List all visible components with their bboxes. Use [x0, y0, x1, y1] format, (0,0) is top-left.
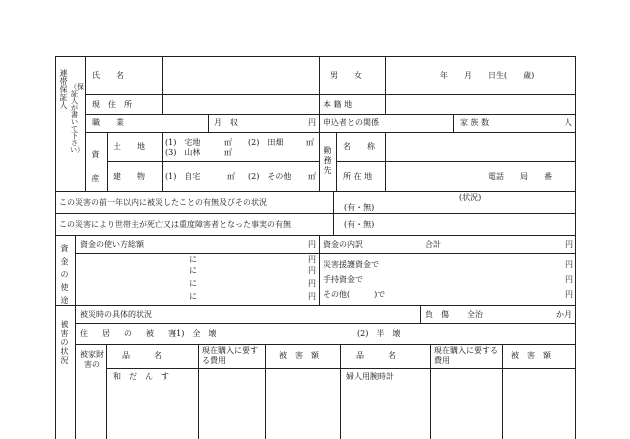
- rule: [85, 56, 86, 191]
- land-option-forest: (3) 山林: [165, 148, 201, 157]
- rule: [55, 56, 575, 57]
- occupation-label: 職 業: [92, 118, 124, 127]
- yen-unit: 円: [565, 290, 573, 299]
- yen-unit: 円: [308, 255, 316, 264]
- purchase-cost-header: 現在購入に要する費用: [434, 346, 498, 365]
- purchase-cost-header: 現在購入に要する費用: [202, 346, 258, 365]
- family-count-unit: 人: [564, 118, 572, 127]
- funds-section-label: 資金の使途: [60, 244, 69, 305]
- rule: [55, 305, 575, 306]
- rule: [420, 305, 421, 323]
- sex-label: 男 女: [330, 71, 362, 80]
- rule: [106, 344, 107, 439]
- land-option-residential: (1) 宅地: [165, 138, 201, 147]
- family-count-label: 家 族 数: [460, 118, 490, 127]
- damage-amount-header: 被 害 額: [511, 351, 551, 360]
- rule: [430, 344, 431, 439]
- recovery-label: 全治: [467, 310, 483, 319]
- domicile-label: 本 籍 地: [323, 100, 353, 109]
- prior-damage-question: この災害の前一年以内に被災したことの有無及びその状況: [59, 198, 267, 207]
- rule: [319, 235, 320, 305]
- recovery-unit: か月: [556, 310, 572, 319]
- rule: [55, 213, 575, 214]
- rule: [107, 161, 319, 162]
- building-option-home: (1) 自宅: [165, 172, 201, 181]
- rule: [208, 114, 209, 132]
- yen-unit: 円: [565, 260, 573, 269]
- rule: [75, 344, 575, 345]
- usage-total-label: 資金の使い方総額: [80, 240, 144, 249]
- birthdate-label: 年 月 日生( 歳): [440, 71, 535, 80]
- name-label: 氏 名: [92, 71, 124, 80]
- usage-line: に: [189, 255, 197, 264]
- rule: [55, 56, 56, 439]
- guarantor-section-label: 連帯保証人: [59, 69, 68, 110]
- monthly-income-unit: 円: [308, 118, 316, 127]
- yen-unit: 円: [308, 292, 316, 301]
- breakdown-other: その他( )で: [323, 290, 386, 299]
- housing-option-total: (1) 全 壊: [173, 329, 217, 338]
- yen-unit: 円: [308, 240, 316, 249]
- usage-line: に: [189, 292, 197, 301]
- rule: [385, 56, 386, 114]
- rule: [85, 114, 575, 115]
- prior-damage-yes-no: (有・無): [344, 203, 375, 212]
- rule: [575, 56, 576, 439]
- address-label: 現 住 所: [92, 100, 132, 109]
- specific-situation-label: 被災時の具体的状況: [80, 310, 152, 319]
- damage-section-label: 被害の状況: [60, 320, 69, 365]
- housing-damage-label: 住 居 の 被 害: [80, 329, 179, 338]
- building-label: 建 物: [113, 172, 145, 181]
- breakdown-label: 資金の内訳: [323, 240, 363, 249]
- status-label: (状況): [459, 193, 482, 202]
- yen-unit: 円: [565, 240, 573, 249]
- household-goods-label: 被家財害の: [80, 350, 104, 369]
- phone-label: 電話 局 番: [488, 172, 552, 181]
- item-name-header: 品 名: [356, 351, 396, 360]
- rule: [162, 56, 163, 114]
- rule: [333, 191, 334, 235]
- employer-name-label: 名 称: [343, 142, 375, 151]
- building-option-other: (2) その他: [248, 172, 292, 181]
- rule: [336, 161, 575, 162]
- rule: [75, 323, 575, 324]
- rule: [85, 132, 575, 133]
- employer-location-label: 所 在 地: [343, 172, 373, 181]
- damaged-item: 和 だ ん す: [113, 372, 169, 381]
- breakdown-own-funds: 手持資金で: [323, 275, 363, 284]
- rule: [319, 56, 320, 191]
- death-yes-no: (有・無): [344, 220, 375, 229]
- assets-label: 資産: [91, 150, 100, 183]
- rule: [55, 235, 575, 236]
- yen-unit: 円: [308, 279, 316, 288]
- rule: [502, 344, 503, 439]
- yen-unit: 円: [308, 266, 316, 275]
- rule: [107, 132, 108, 191]
- sqm-unit: ㎡: [224, 138, 232, 147]
- yen-unit: 円: [565, 275, 573, 284]
- damage-amount-header: 被 害 額: [279, 351, 319, 360]
- rule: [162, 132, 163, 191]
- employer-label: 勤務先: [323, 146, 332, 175]
- usage-line: に: [189, 279, 197, 288]
- rule: [75, 253, 575, 254]
- rule: [85, 94, 575, 95]
- breakdown-relief-fund: 災害援護資金で: [323, 260, 379, 269]
- total-label: 合計: [425, 240, 441, 249]
- guarantor-note: （保証人が書いて下さい）: [70, 83, 84, 154]
- monthly-income-label: 月 収: [214, 118, 238, 127]
- rule: [55, 191, 575, 192]
- rule: [265, 344, 266, 439]
- rule: [385, 132, 386, 191]
- rule: [336, 132, 337, 191]
- injury-label: 負 傷: [425, 310, 449, 319]
- usage-line: に: [189, 266, 197, 275]
- land-option-farmland: (2) 田畑: [248, 138, 284, 147]
- item-name-header: 品 名: [122, 351, 162, 360]
- rule: [340, 344, 341, 439]
- land-label: 土 地: [113, 142, 145, 151]
- rule: [198, 344, 199, 439]
- sqm-unit: ㎡: [306, 138, 314, 147]
- sqm-unit: ㎡: [227, 172, 235, 181]
- rule: [75, 235, 76, 439]
- relation-label: 申込者との関係: [323, 118, 379, 127]
- rule: [453, 114, 454, 132]
- sqm-unit: ㎡: [224, 148, 232, 157]
- sqm-unit: ㎡: [308, 172, 316, 181]
- housing-option-half: (2) 半 壊: [357, 329, 401, 338]
- death-question: この災害により世帯主が死亡又は重度障害者となった事実の有無: [59, 220, 291, 229]
- damaged-item: 婦人用腕時計: [346, 372, 394, 381]
